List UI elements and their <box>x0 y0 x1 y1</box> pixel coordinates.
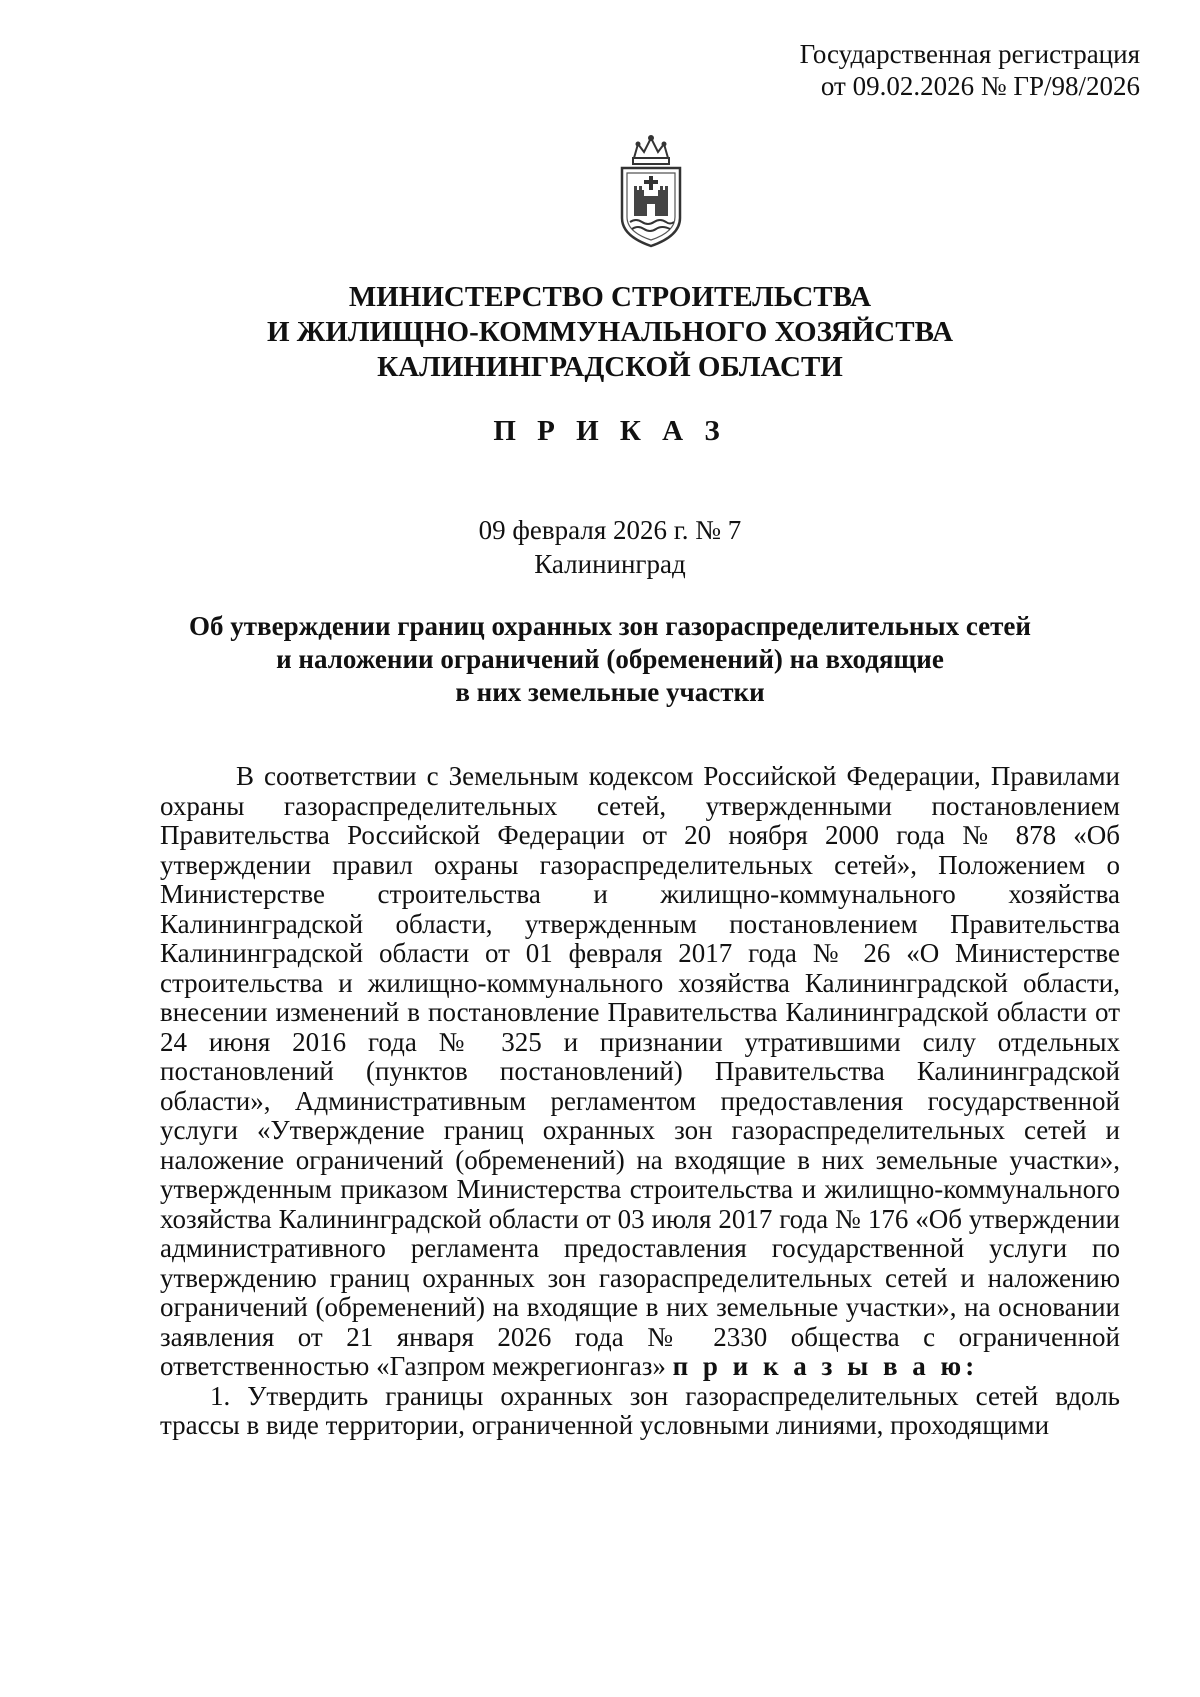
order-body <box>160 762 1120 1441</box>
preamble-paragraph <box>160 762 1120 1382</box>
registration-line-2: от 09.02.2026 № ГР/98/2026 <box>820 71 1140 101</box>
item-1-paragraph: 1. Утвердить границы охранных зон газораспределительных сетей вдоль трассы в виде территории, ограниченной условными линиями, проходящими <box>160 1380 1120 1440</box>
order-place: Калининград <box>534 549 686 579</box>
registration-stamp <box>620 38 1140 102</box>
order-title <box>150 610 1070 709</box>
ministry-line-3: КАЛИНИНГРАДСКОЙ ОБЛАСТИ <box>377 351 843 383</box>
title-line-1: Об утверждении границ охранных зон газораспределительных сетей <box>189 611 1031 641</box>
ministry-line-1: МИНИСТЕРСТВО СТРОИТЕЛЬСТВА <box>348 281 872 313</box>
ministry-heading <box>160 280 1060 385</box>
order-date-block <box>300 513 920 581</box>
title-line-2: и наложении ограничений (обременений) на входящие <box>276 644 944 674</box>
order-heading: П Р И К А З <box>493 415 727 447</box>
coat-of-arms-icon <box>612 132 690 250</box>
ministry-line-2: И ЖИЛИЩНО-КОММУНАЛЬНОГО ХОЗЯЙСТВА <box>266 316 954 348</box>
title-line-3: в них земельные участки <box>455 677 765 707</box>
order-verb: п р и к а з ы в а ю: <box>672 1351 979 1381</box>
order-date: 09 февраля 2026 г. № 7 <box>478 515 742 545</box>
preamble-text: В соответствии с Земельным кодексом Российской Федерации, Правилами охраны газораспределительных сетей, утвержденными постановлением Правительства Российской Федерации от 20 ноября 2000 года № 878 «Об утверждении правил охраны газораспределительных сетей», Положением о Министерстве строительства и жилищно-коммунального хозяйства Калининградской области, утвержденным постановлением Правительства Калининградской области от 01 февраля 2017 года № 26 «О Министерстве строительства и жилищно-коммунального хозяйства Калининградской области, внесении изменений в постановление Правительства Калининградской области от 24 июня 2016 года № 325 и признании утратившими силу отдельных постановлений (пунктов постановлений) Правительства Калининградской области», Административным регламентом предоставления государственной услуги «Утверждение границ охранных зон газораспределительных сетей и наложение ограничений (обременений) на входящие в них земельные участки», утвержденным приказом Министерства строительства и жилищно-коммунального хозяйства Калининградской области от 03 июля 2017 года № 176 «Об утверждении административного регламента предоставления государственной услуги по утверждению границ охранных зон газораспределительных сетей и наложению ограничений (обременений) на входящие в них земельные участки», на основании заявления от 21 января 2026 года № 2330 общества с ограниченной ответственностью «Газпром межрегионгаз» <box>160 761 1120 1381</box>
registration-line-1: Государственная регистрация <box>799 39 1140 69</box>
